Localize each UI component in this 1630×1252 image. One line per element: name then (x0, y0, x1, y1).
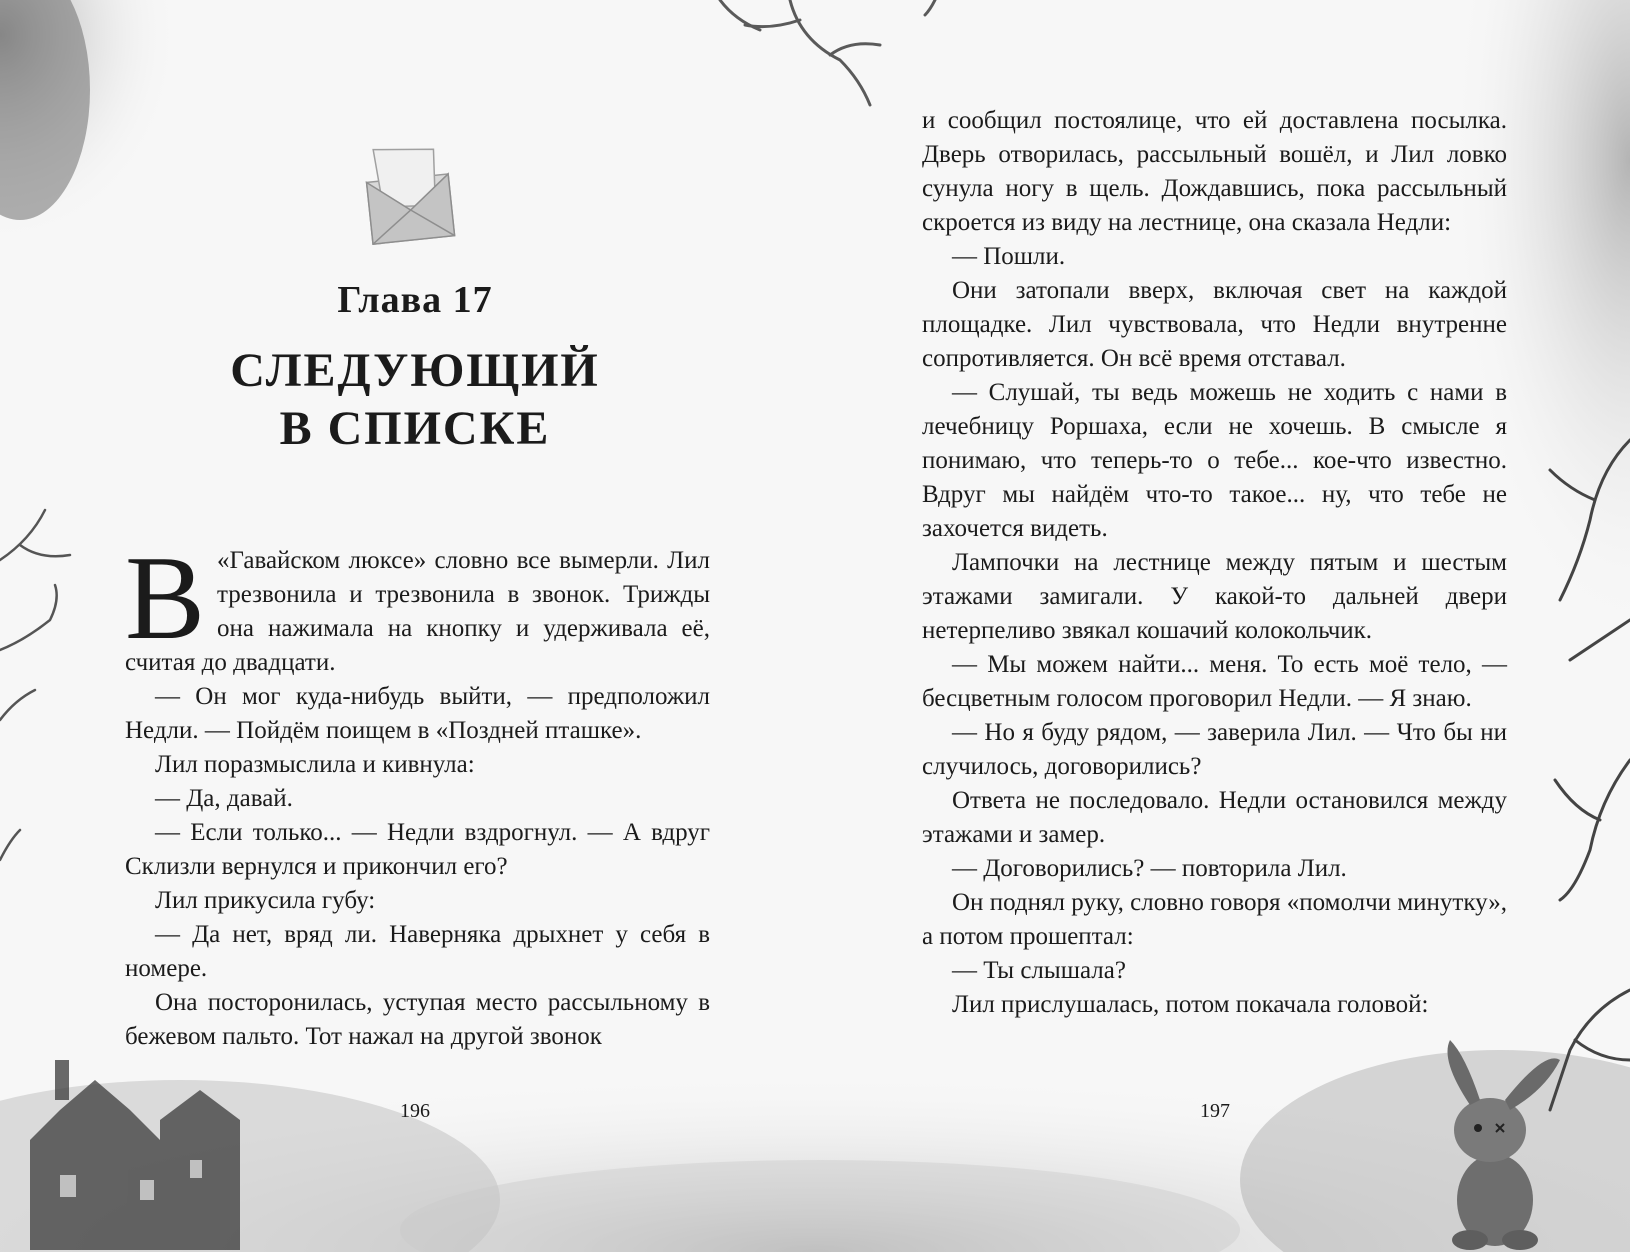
paragraph: Они затопали вверх, включая свет на каждой площадке. Лил чувствовала, что Недли внутренне сопротивляется. Он всё время отставал. (922, 277, 1507, 372)
paragraph-text: «Гавайском люксе» словно все вымерли. Лил трезвонила и трезвонила в звонок. Трижды она нажимала на кнопку и удерживала её, считая до двадцати. (125, 547, 710, 676)
page-number: 197 (1200, 1100, 1230, 1122)
chapter-number: Глава 17 (337, 279, 493, 321)
paragraph (125, 531, 710, 680)
paragraph: — Если только... — Недли вздрогнул. — А вдруг Склизли вернулся и прикончил его? (125, 819, 710, 880)
paragraph: Лил прикусила губу: (155, 887, 376, 914)
paragraph: — Да, давай. (155, 785, 293, 812)
left-page-text (125, 531, 710, 1054)
chapter-title (165, 342, 665, 458)
paragraph: Он поднял руку, словно говоря «помолчи минутку», а потом прошептал: (922, 889, 1507, 950)
paragraph: Ответа не последовало. Недли остановился между этажами и замер. (922, 787, 1507, 848)
drop-cap: В (125, 531, 206, 664)
paragraph: Лил прислушалась, потом покачала головой: (952, 991, 1429, 1018)
envelope-icon (360, 138, 460, 250)
paragraph: Лил поразмыслила и кивнула: (155, 751, 475, 778)
paragraph: Лампочки на лестнице между пятым и шестым этажами замигали. У какой-то дальней двери нетерпеливо звякал кошачий колокольчик. (922, 549, 1507, 644)
chapter-title-line: СЛЕДУЮЩИЙ (230, 344, 600, 397)
paragraph: — Мы можем найти... меня. То есть моё тело, — бесцветным голосом проговорил Недли. — Я знаю. (922, 651, 1507, 712)
paragraph: — Он мог куда-нибудь выйти, — предположил Недли. — Пойдём поищем в «Поздней пташке». (125, 683, 710, 744)
paragraph: — Но я буду рядом, — заверила Лил. — Что бы ни случилось, договорились? (922, 719, 1507, 780)
paragraph: — Пошли. (952, 243, 1066, 270)
paragraph: — Ты слышала? (952, 957, 1126, 984)
paragraph: — Слушай, ты ведь можешь не ходить с нами в лечебницу Роршаха, если не хочешь. В смысле я понимаю, что теперь-то о тебе... кое-что известно. Вдруг мы найдём что-то такое... ну, что тебе не захочется видеть. (922, 379, 1507, 542)
paragraph: Она посторонилась, уступая место рассыльному в бежевом пальто. Тот нажал на другой звонок (125, 989, 710, 1050)
paragraph: — Договорились? — повторила Лил. (952, 855, 1347, 882)
page-number: 196 (400, 1100, 430, 1122)
right-page-text (922, 104, 1507, 1022)
chapter-title-line: В СПИСКЕ (279, 402, 551, 455)
paragraph: и сообщил постоялице, что ей доставлена посылка. Дверь отворилась, рассыльный вошёл, и Лил ловко сунула ногу в щель. Дождавшись, пока рассыльный скроется из виду на лестнице, она сказала Недли: (922, 107, 1507, 236)
paragraph: — Да нет, вряд ли. Наверняка дрыхнет у себя в номере. (125, 921, 710, 982)
